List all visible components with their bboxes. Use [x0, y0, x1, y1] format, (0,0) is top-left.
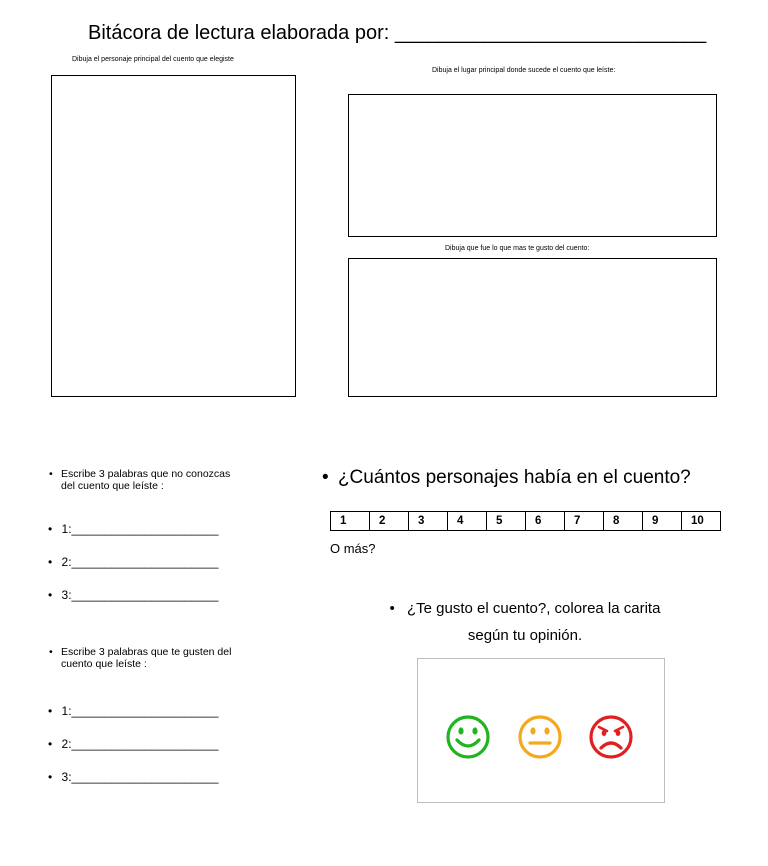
bullet: • — [49, 646, 53, 658]
line-text: 3:______________________ — [61, 588, 219, 602]
unknown-words-prompt-line1: Escribe 3 palabras que no conozcas — [61, 468, 231, 480]
number-option[interactable]: 5 — [487, 512, 526, 531]
liked-word-line-3[interactable] — [48, 770, 218, 784]
number-choice-table — [330, 511, 721, 531]
line-text: 2:______________________ — [61, 555, 219, 569]
bullet: • — [48, 588, 53, 602]
unknown-word-line-1[interactable] — [48, 522, 218, 536]
liked-word-line-1[interactable] — [48, 704, 218, 718]
favorite-drawing-label: Dibuja que fue lo que mas te gusto del cuento: — [445, 245, 590, 252]
line-text: 2:______________________ — [61, 737, 219, 751]
line-text: 3:______________________ — [61, 770, 219, 784]
bullet: • — [389, 600, 395, 617]
number-option[interactable]: 10 — [682, 512, 721, 531]
liked-words-prompt-line1: Escribe 3 palabras que te gusten del — [61, 646, 232, 658]
number-option[interactable]: 1 — [331, 512, 370, 531]
bullet: • — [48, 770, 53, 784]
number-option[interactable]: 8 — [604, 512, 643, 531]
unknown-words-prompt — [49, 468, 231, 492]
number-option[interactable]: 6 — [526, 512, 565, 531]
number-option[interactable]: 3 — [409, 512, 448, 531]
page-title: Bitácora de lectura elaborada por: ____________________________ — [88, 22, 707, 44]
rating-question-line2: según tu opinión. — [467, 627, 583, 644]
characters-question — [322, 467, 691, 489]
number-option[interactable]: 9 — [643, 512, 682, 531]
sad-face-icon[interactable] — [588, 714, 634, 760]
rating-question — [360, 595, 690, 649]
happy-face-icon[interactable] — [445, 714, 491, 760]
bullet: • — [49, 468, 53, 480]
rating-line1-text: ¿Te gusto el cuento?, colorea la carita — [406, 600, 661, 617]
number-option[interactable]: 4 — [448, 512, 487, 531]
line-text: 1:______________________ — [61, 704, 219, 718]
bullet: • — [48, 522, 53, 536]
rating-question-line1 — [360, 595, 690, 622]
liked-word-line-2[interactable] — [48, 737, 218, 751]
bullet: • — [48, 737, 53, 751]
unknown-word-line-2[interactable] — [48, 555, 218, 569]
unknown-word-line-3[interactable] — [48, 588, 218, 602]
unknown-words-prompt-line2: del cuento que leíste : — [61, 480, 164, 492]
favorite-drawing-box[interactable] — [348, 258, 717, 397]
character-drawing-label: Dibuja el personaje principal del cuento que elegiste — [72, 56, 234, 63]
bullet: • — [48, 704, 53, 718]
number-option[interactable]: 7 — [565, 512, 604, 531]
neutral-face-icon[interactable] — [517, 714, 563, 760]
more-option-text: O más? — [330, 541, 376, 556]
number-option[interactable]: 2 — [370, 512, 409, 531]
line-text: 1:______________________ — [61, 522, 219, 536]
character-drawing-box[interactable] — [51, 75, 296, 397]
liked-words-prompt-line2: cuento que leíste : — [61, 658, 147, 670]
place-drawing-label: Dibuja el lugar principal donde sucede el cuento que leíste: — [432, 67, 616, 74]
place-drawing-box[interactable] — [348, 94, 717, 237]
bullet: • — [322, 467, 329, 488]
bullet: • — [48, 555, 53, 569]
liked-words-prompt — [49, 646, 232, 670]
characters-question-text: ¿Cuántos personajes había en el cuento? — [337, 467, 691, 488]
